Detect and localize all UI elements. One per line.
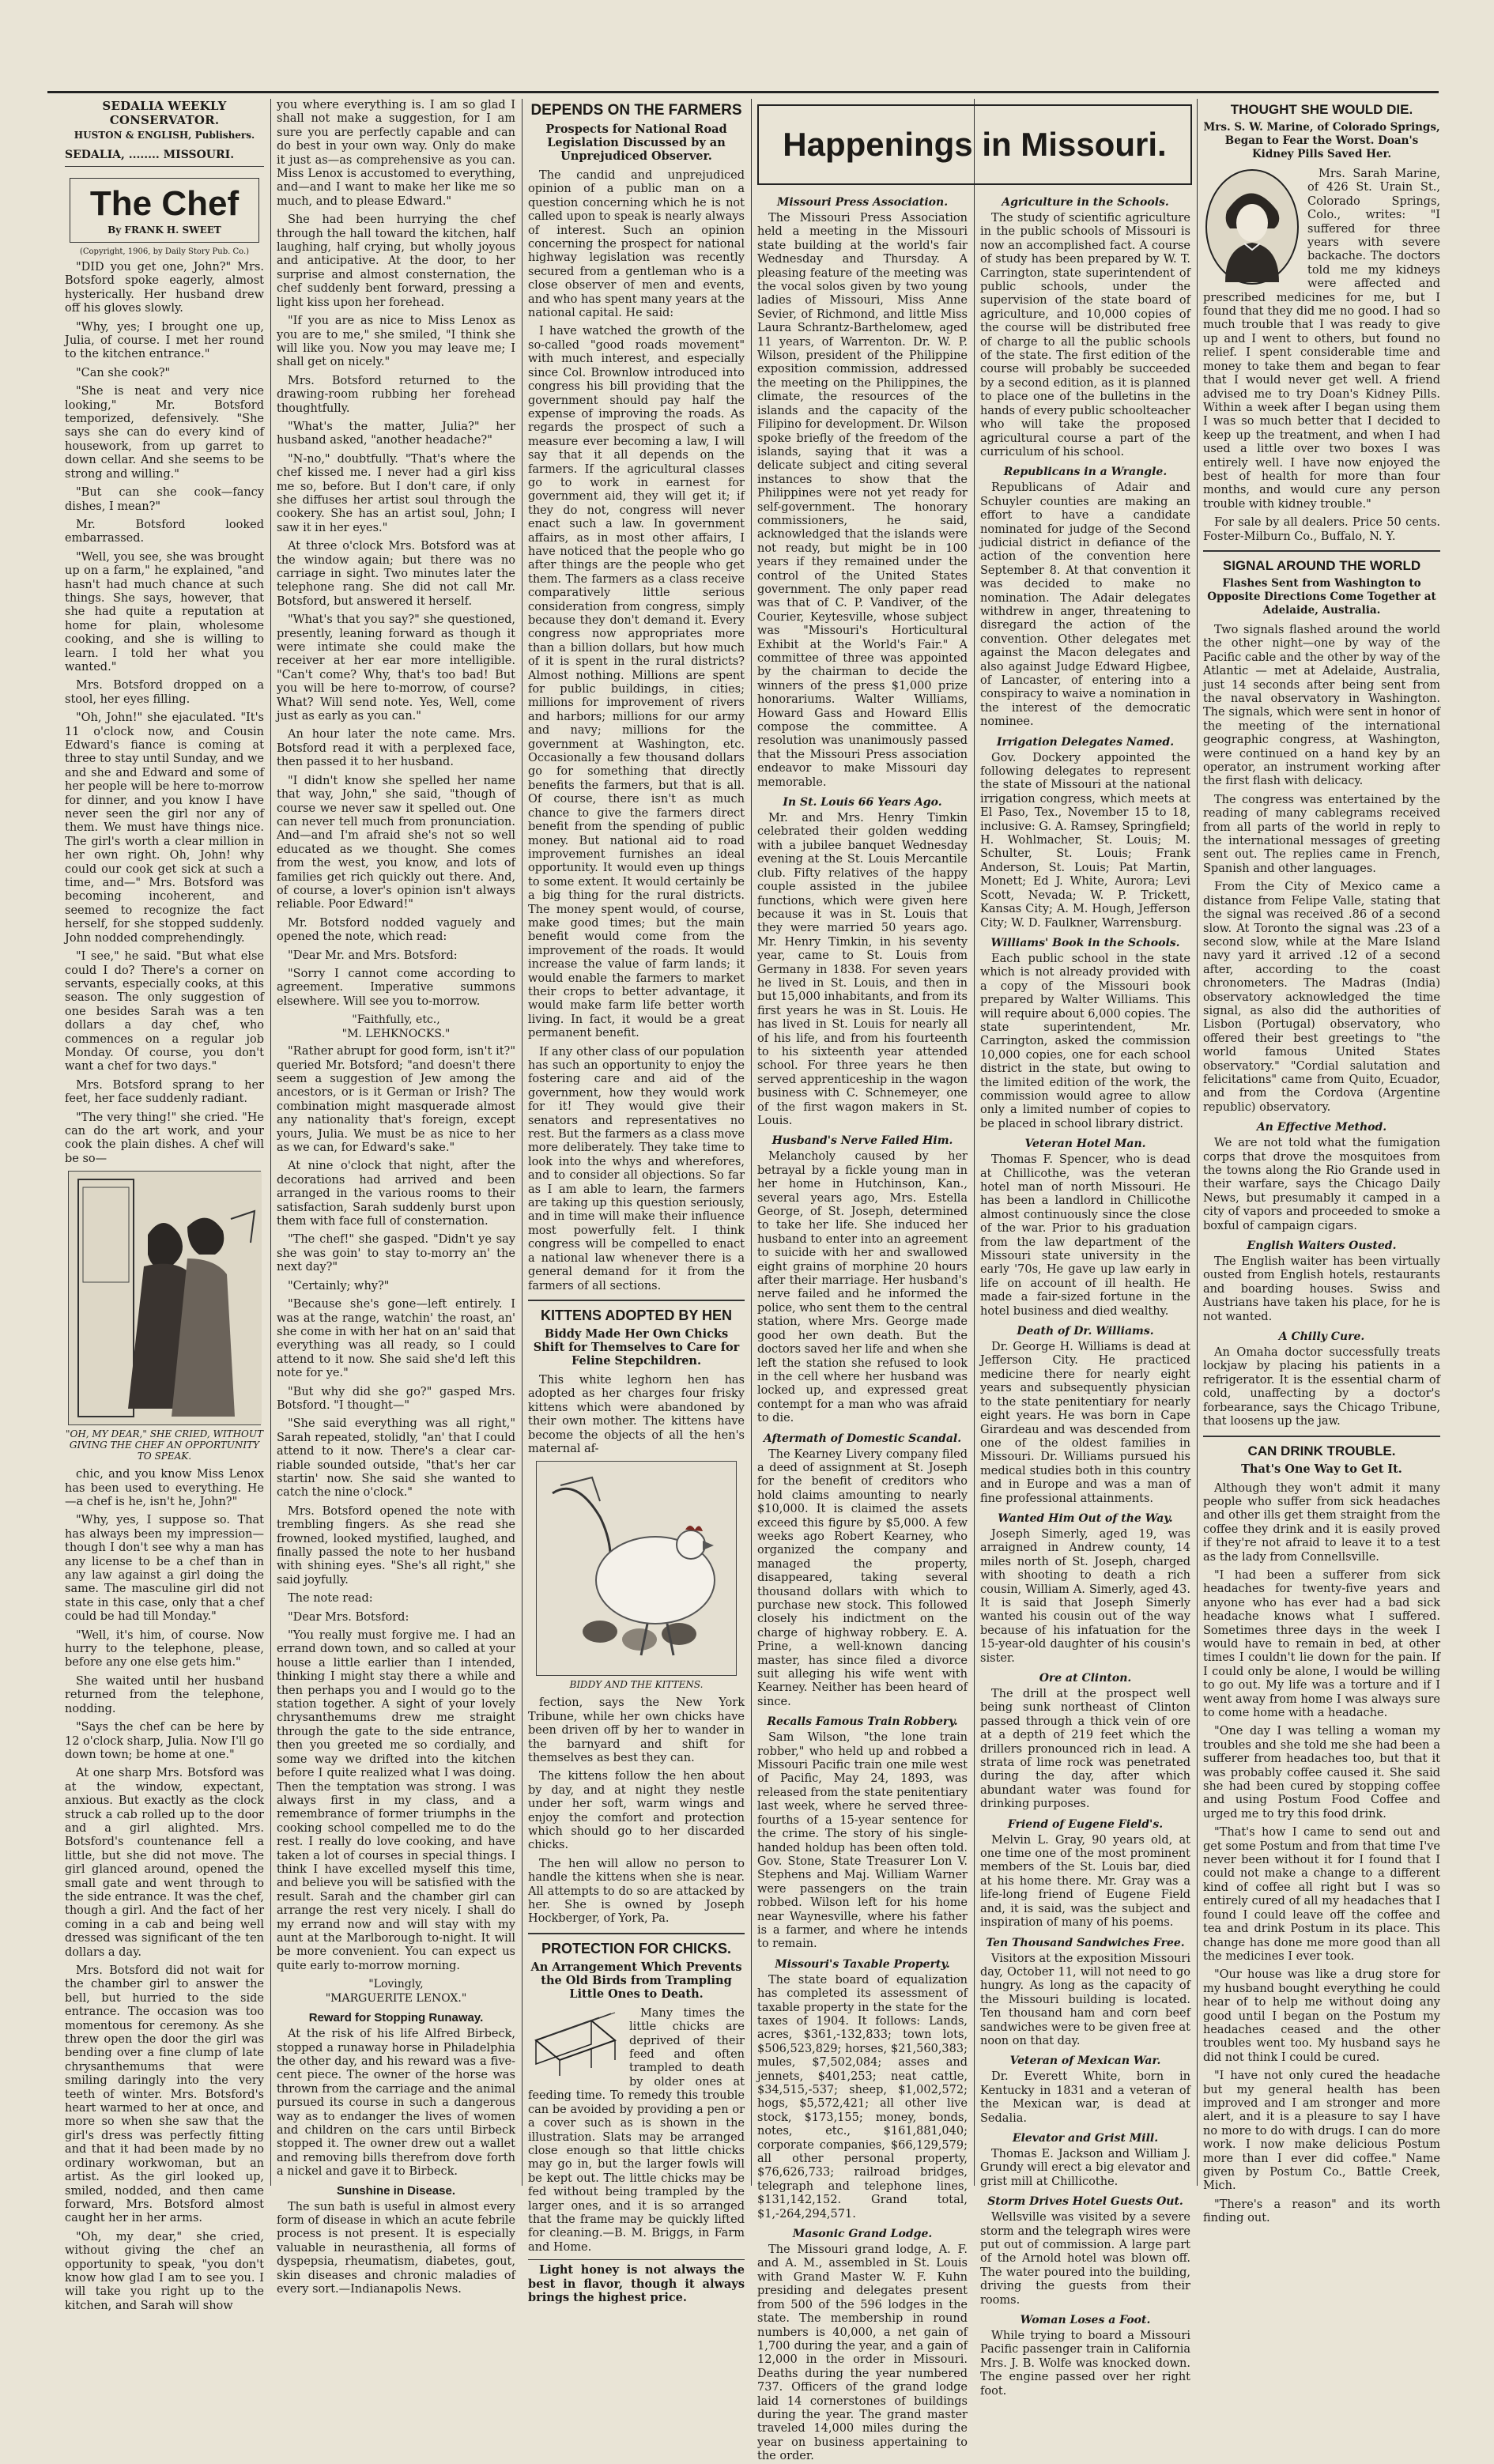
sunshine-heading: Sunshine in Disease. — [336, 2183, 456, 2198]
news-item-heading: Missouri's Taxable Property. — [775, 1957, 950, 1971]
chef-paragraph: She had been hurrying the chef through the hall toward the kitchen, half laughing, half crying, but wholly joyous and anticipative. At the door, to her surprise and almost consternation, the chef suddenly bent forward, pressing a light kiss upon her forehead. — [277, 213, 515, 309]
chef-paragraph: An hour later the note came. Mrs. Botsford read it with a perplexed face, then passed it to her husband. — [277, 728, 515, 769]
english-heading: English Waiters Ousted. — [1247, 1240, 1397, 1253]
chef-title-box — [70, 178, 259, 243]
top-border-rule — [47, 91, 1439, 93]
news-item-heading: Veteran of Mexican War. — [1009, 2055, 1161, 2068]
chef-paragraph: "But can she cook—fancy dishes, I mean?" — [65, 486, 264, 513]
note-signature: "MARGUERITE LENOX." — [325, 1992, 467, 2006]
chef-paragraph: "But why did she go?" gasped Mrs. Botsford. "I thought—" — [277, 1385, 515, 1412]
chef-paragraph: At one sharp Mrs. Botsford was at the window, expectant, anxious. But exactly as the clock struck a cab rolled up to the door and a girl alighted. Mrs. Botsford's countenance fell a little, but she did not move. The girl glanced around, opened the small gate and went through to the side entrance. It was the chef, though a girl. And the fact of her coming in a cab and being well dressed was significant of the ten dollars a day. — [65, 1767, 264, 1959]
news-item-text: The study of scientific agriculture in the public schools of Missouri is now an accomplished fact. A course of study has been prepared by W. T. Carrington, state superintendent of public schools, under the supervision of the state board of agriculture, and 10,000 copies of the course will be distributed free of charge to all the public schools of the state. The first edition of the course will probably be succeeded by a second edition, as it is planned to place one of the bulletins in the hands of every public schoolteacher who will take the proposed agricultural course a part of the curriculum of his school. — [980, 212, 1190, 458]
signal-paragraph: Two signals flashed around the world the other night—one by way of the Pacific cable and the other by way of the Atlantic — met at Adelaide, Australia, just 14 seconds after being sent from the naval observatory in Washington. The signals, which were sent in honor of the meeting of the international geographic congress, at Washington, were continued on a hand key by an operator, an instrument working after the first flash with delicacy. — [1203, 623, 1440, 788]
news-item-text: Melancholy caused by her betrayal by a fickle young man in her home in Hutchinson, Kan., several years ago, Mrs. Estella George, of St. Joseph, determined to take her life. She induced her husband to enter into an agreement to suicide with her and swallowed eight grains of morphine 20 hours after their marriage. Her husband's nerve failed and he informed the police, who sent them to the central station, where Mrs. George made good her own death. But the doctors saved her life and when she left the station she refused to look in the cell where her husband was locked up, and expressed great contempt for a man who was afraid to die. — [757, 1150, 968, 1425]
sunshine-text: The sun bath is useful in almost every form of disease in which an acute febrile process is not present. It is especially valuable in neurasthenia, all forms of dyspepsia, rheumatism, diabetes, gout, skin diseases and chronic maladies of every sort.—Indianapolis News. — [277, 2200, 515, 2296]
portrait-illustration — [1203, 168, 1301, 286]
chef-paragraph: "Oh, my dear," she cried, without giving the chef an opportunity to speak, "you don't know how glad I am to see you. I will take you right up to the kitchen, and Sarah will show — [65, 2230, 264, 2312]
news-item-text: Thomas F. Spencer, who is dead at Chillicothe, was the veteran hotel man of north Missouri. He has been a landlord in Chillicothe almost continuously since the close of the war. Prior to his graduation from the law department of the Missouri state university in the early '70s, He gave up law early in life on account of ill health. He made a fair-sized fortune in the hotel business and died wealthy. — [980, 1153, 1190, 1318]
happenings-title: Happenings in Missouri. — [783, 126, 1167, 163]
column-4 — [757, 190, 968, 2463]
chicks-subheading: An Arrangement Which Prevents the Old Birds from Trampling Little Ones to Death. — [530, 1960, 742, 2001]
chef-paragraph: "Because she's gone—left entirely. I was at the range, watchin' the roast, an' she come in with her hat on an' said that everything was all ready, so I could attend to it now. She said she'd left this note for ye." — [277, 1298, 515, 1380]
chef-paragraph: At nine o'clock that night, after the decorations had arrived and been arranged in the various rooms to their satisfaction, Sarah suddenly burst upon them with face full of consternation. — [277, 1160, 515, 1228]
news-item-heading: Agriculture in the Schools. — [1002, 196, 1169, 209]
drink-subheading: That's One Way to Get It. — [1241, 1462, 1402, 1476]
news-item-text: The Kearney Livery company filed a deed of assignment at St. Joseph for the benefit of creditors who hold claims amounting to nearly $10,000. It is claimed the assets exceed this figure by $5,000. A few weeks ago Robert Kearney, who organized the company and managed the property, disappeared, taking several thousand dollars with which to purchase new stock. This followed closely his indictment on the charge of highway robbery. E. A. Prine, a well-known dancing master, has since filed a divorce suit alleging his wife went with Kearney. Neither has been heard of since. — [757, 1447, 968, 1708]
news-item-heading: Masonic Grand Lodge. — [792, 2228, 933, 2241]
signal-paragraph: From the City of Mexico came a distance from Felipe Valle, stating that the signal was received .86 of a second slow. At Toronto the signal was .23 of a second slow, while at the Mare Island navy yard it arrived .12 of a second after, according to the coast chronometers. The Madras (India) observatory acknowledged the time signal, as also did the authorities of Lisbon (Portugal) observatory, who offered their best greetings to "the world famous United States observatory." "Cordial salutation and felicitations" came from Quito, Ecuador, and from the Cordova (Argentine republic) observatory. — [1203, 881, 1440, 1114]
drink-paragraph: "I had been a sufferer from sick headaches for twenty-five years and anyone who has ever had a bad sick headache knows what I suffered. Sometimes three days in the week I would have to remain in bed, at other times I couldn't lie down for the pain. If I could only be alone, I would be willing to go out. My life was a torture and if I went away from home I was always sure to come home with a headache. — [1203, 1568, 1440, 1719]
chef-paragraph: "Sorry I cannot come according to agreement. Imperative summons elsewhere. Will see you to-morrow. — [277, 967, 515, 1008]
news-item-heading: Irrigation Delegates Named. — [996, 735, 1175, 749]
chef-paragraph: Mrs. Botsford dropped on a stool, her eyes filling. — [65, 679, 264, 706]
chef-paragraph: "I see," he said. "But what else could I do? There's a corner on servants, especially cooks, at this season. The only suggestion of one besides Sarah was a ten dollars a day chef, who commences on a regular job Monday. Of course, you don't want a chef for two days." — [65, 950, 264, 1074]
chef-paragraph: Mr. Botsford nodded vaguely and opened the note, which read: — [277, 916, 515, 944]
chef-paragraph: "Dear Mr. and Mrs. Botsford: — [288, 949, 458, 962]
kittens-subheading: Biddy Made Her Own Chicks Shift for Themselves to Care for Feline Stepchildren. — [533, 1326, 740, 1368]
news-item-heading: Storm Drives Hotel Guests Out. — [987, 2195, 1183, 2209]
masthead — [65, 99, 264, 167]
thought-heading: THOUGHT SHE WOULD DIE. — [1230, 102, 1413, 117]
column-rule — [751, 99, 752, 2186]
news-item-heading: Death of Dr. Williams. — [1017, 1325, 1154, 1338]
chef-paragraph: "The very thing!" she cried. "He can do the art work, and your cook the plain dishes. A chef will be so— — [65, 1111, 264, 1165]
kittens-caption: BIDDY AND THE KITTENS. — [569, 1679, 704, 1691]
chef-paragraph: Mrs. Botsford opened the note with trembling fingers. As she read she frowned, looked mystified, laughed, and finally passed the note to her husband with shining eyes. "She's all right," she said joyfully. — [277, 1504, 515, 1587]
chef-paragraph: "The chef!" she gasped. "Didn't ye say she was goin' to stay to-morry an' the next day?" — [277, 1233, 515, 1274]
news-item-text: Joseph Simerly, aged 19, was arraigned in Andrew county, 14 miles north of St. Joseph, charged with shooting to death a rich cousin, William A. Simerly, aged 43. It is said that Joseph Simerly wanted his cousin out of the way because of his infatuation for the 15-year-old daughter of his cousin's sister. — [980, 1527, 1190, 1665]
masthead-place: SEDALIA, ........ MISSOURI. — [65, 149, 235, 161]
signal-subheading: Flashes Sent from Washington to Opposite Directions Come Together at Adelaide, Australia. — [1207, 576, 1436, 617]
chef-paragraph: "Well, it's him, of course. Now hurry to the telephone, please, before any one else gets him." — [65, 1628, 264, 1670]
effective-heading: An Effective Method. — [1256, 1121, 1387, 1134]
news-item-text: Dr. George H. Williams is dead at Jefferson City. He practiced medicine there for nearly eight years and subsequently physician to the state penitentiary for nearly eight years. He was born in Cape Girardeau and was descended from one of the oldest families in Missouri. Dr. Williams pursued his medical studies both in this country and in Europe and was a man of fine professional attainments. — [980, 1341, 1190, 1505]
chef-paragraph: "You really must forgive me. I had an errand down town, and so called at your house a little earlier than I intended, thinking I might stay there a while and then perhaps you and I would go to the station together. A sight of your lovely chrysanthemums drew me straight through the gate to the side entrance, then you greeted me so cordially, and some way we drifted into the kitchen before I quite realized what I was doing. Then the temptation was strong. I was always first in my class, and a remembrance of former triumphs in the cooking school compelled me to do the rest. I really do love cooking, and have taken a lot of courses in special things. I think I have excelled myself this time, and believe you will be satisfied with the result. Sarah and the chamber girl can arrange the rest very nicely. I shall do my errand now and will stay with my aunt at the Marlborough to-night. It will be more convenient. You can expect us quite early to-morrow morning. — [277, 1629, 515, 1972]
chicks-heading: PROTECTION FOR CHICKS. — [541, 1940, 731, 1956]
news-item-heading: Republicans in a Wrangle. — [1003, 466, 1168, 479]
chef-paragraph: "I didn't know she spelled her name that way, John," she said, "though of course we never saw it spelled out. One can never tell much from pronunciation. And—and I'm afraid she's not so well educated as we thought. She comes from the west, you know, and lots of families get rich quickly out there. And, of course, a lover's opinion isn't always reliable. Poor Edward!" — [277, 774, 515, 911]
chef-paragraph: Mr. Botsford looked embarrassed. — [65, 518, 264, 545]
chef-paragraph: Mrs. Botsford returned to the drawing-room rubbing her forehead thoughtfully. — [277, 374, 515, 415]
news-item-text: Thomas E. Jackson and William J. Grundy will erect a big elevator and grist mill at Chillicothe. — [980, 2147, 1190, 2188]
news-item-text: While trying to board a Missouri Pacific passenger train in California Mrs. J. B. Wolfe was knocked down. The engine passed over her right foot. — [980, 2330, 1190, 2398]
reward-text: At the risk of his life Alfred Birbeck, stopped a runaway horse in Philadelphia the other day, and his reward was a five-cent piece. The owner of the horse was thrown from the carriage and the animal pursued its course in such a dangerous way as to endanger the lives of women and children on the cars until Birbeck stopped it. The owner drew out a wallet and removing bills therefrom dove forth a nickel and gave it to Birbeck. — [277, 2028, 515, 2179]
column-3 — [528, 99, 745, 2304]
masthead-publishers: HUSTON & ENGLISH, Publishers. — [74, 130, 255, 141]
news-item-text: Gov. Dockery appointed the following delegates to represent the state of Missouri at the national irrigation congress, which meets at El Paso, Tex., November 15 to 18, inclusive: G. A. Ramsey, Springfield; H. Wohlmacher, St. Louis; M. Schulter, St. Louis; Frank Anderson, St. Louis; Pat Martin, Monett; Ed J. White, Aurora; Levi Scott, Nevada; W. P. Trickett, Kansas City; A. M. Hough, Jefferson City; W. D. Faulkner, Warrensburg. — [980, 751, 1191, 930]
chef-paragraph: chic, and you know Miss Lenox has been used to everything. He—a chef is he, isn't he, John?" — [65, 1468, 264, 1508]
chilly-text: An Omaha doctor successfully treats lockjaw by placing his patients in a refrigerator. It is the essential charm of cold, unaffecting by a doctor's forbearance, says the Chicago Tribune, that loosens up the jaw. — [1203, 1346, 1440, 1428]
news-item-text: The Missouri grand lodge, A. F. and A. M., assembled in St. Louis with Grand Master W. F. Kuhn presiding and delegates present from 500 of the 596 lodges in the state. The membership in round numbers is 40,000, a net gain of 1,700 during the year, and a gain of 12,000 in the order in Missouri. Deaths during the year numbered 737. Officers of the grand lodge laid 14 cornerstones of buildings during the year. The grand master traveled 14,000 miles during the year on business appertaining to the order. — [757, 2243, 968, 2463]
chef-paragraph: you where everything is. I am so glad I shall not make a suggestion, for I am sure you are perfectly capable and can do best in your own way. Only do make it just as—as comprehensive as you can. Miss Lenox is accustomed to everything, and—and I want to make her like me so much, and to please Edward." — [277, 99, 515, 208]
chef-paragraph: Mrs. Botsford did not wait for the chamber girl to answer the bell, but hurried to the side entrance. The occasion was too momentous for ceremony. As she threw open the door the girl was bending over a fine clump of late chrysanthemums that were smiling daringly into the very teeth of winter. Mrs. Botsford's heart warmed to her at once, and more so when she saw that the girl's dress was perfectly fitting and that it had been made by no ordinary workwoman, but an artist. As the girl looked up, smiled, nodded, and then came forward, Mrs. Botsford almost caught her in her arms. — [65, 1964, 264, 2225]
news-item-heading: Husband's Nerve Failed Him. — [772, 1134, 953, 1148]
chef-paragraph: At three o'clock Mrs. Botsford was at the window again; but there was no carriage in sight. Two minutes later the telephone rang. She did not call Mr. Botsford, but answered it herself. — [277, 540, 515, 608]
kittens-paragraph: fection, says the New York Tribune, while her own chicks have been driven off by her to wander in the barnyard and shift for themselves as best they can. — [528, 1696, 745, 1764]
column-2 — [277, 99, 515, 2296]
chef-illustration-caption: "OH, MY DEAR," SHE CRIED, WITHOUT GIVING THE CHEF AN OPPORTUNITY TO SPEAK. — [65, 1428, 263, 1462]
section-rule — [528, 1300, 745, 1301]
chilly-heading: A Chilly Cure. — [1278, 1330, 1365, 1344]
news-item-heading: Ten Thousand Sandwiches Free. — [986, 1936, 1185, 1949]
column-rule — [522, 99, 523, 2186]
chef-paragraph: "What's that you say?" she questioned, presently, leaning forward as though it were intimate she could make the receiver at her ear more intelligible. "Can't come? Why, that's too bad! But you will be here to-morrow, of course? What? Will send note. Yes, Well, come just as early as you can." — [277, 613, 515, 723]
kittens-paragraph: The kittens follow the hen about by day, and at night they nestle under her soft, warm wings and enjoy the comfort and protection which should go to her discarded chicks. — [528, 1770, 745, 1852]
happenings-banner — [757, 104, 1192, 185]
chef-paragraph: "Rather abrupt for good form, isn't it?" queried Mr. Botsford; "and doesn't there seem a suggestion of Jew among the ancestors, or is it German or Irish? The combination might masquerade almost any nationality that's foreign, except yours, Julia. We must be as nice to her as we can, for Edward's sake." — [277, 1045, 515, 1155]
news-item-text: Visitors at the exposition Missouri day, October 11, will not need to go hungry. As long as the capacity of the Missouri building is located. Ten thousand ham and corn beef sandwiches were to be given free at noon on that day. — [980, 1952, 1190, 2047]
news-item-text: Wellsville was visited by a severe storm and the telegraph wires were put out of commission. A large part of the Arnold hotel was blown off. The water poured into the building, driving the guests from their rooms. — [980, 2211, 1190, 2307]
drink-paragraph: "I have not only cured the headache but my general health has been improved and I am stronger and more alert, and it is a pleasure to say I have no more to do with drugs. I can do more work. I now make delicious Postum more than I ever did coffee." Name given by Postum Co., Battle Creek, Mich. — [1203, 2070, 1440, 2193]
chef-paragraph: She waited until her husband returned from the telephone, nodding. — [65, 1674, 264, 1715]
section-rule — [528, 1933, 745, 1934]
chef-copyright: (Copyright, 1906, by Daily Story Pub. Co.) — [79, 247, 250, 256]
english-text: The English waiter has been virtually ousted from English hotels, restaurants and boarding houses. Swiss and Austrians have taken his place, for he is not wanted. — [1203, 1255, 1440, 1323]
news-item-text: Sam Wilson, "the lone train robber," who held up and robbed a Missouri Pacific train one mile west of Pacific, May 24, 1893, was released from the state penitentiary last week, where he served three-fourths of a 15-year sentence for the crime. The story of his single-handed holdup has been often told. Gov. Stone, State Treasurer Lon V. Stephens and Maj. William Warner were passengers on the train robbed. Wilson left for his home near Waynesville, where his father is a farmer, and where he intends to remain. — [757, 1731, 968, 1951]
chef-paragraph: "Can she cook?" — [76, 366, 171, 379]
note-signature: "Faithfully, etc., — [352, 1013, 440, 1027]
news-item-text: Melvin L. Gray, 90 years old, at one time one of the most prominent members of the St. Louis bar, died at his home there. Mr. Gray was a life-long friend of Eugene Field and, it is said, was the subject and inspiration of many of his poems. — [980, 1833, 1190, 1930]
drink-paragraph: "One day I was telling a woman my troubles and she told me she had been a sufferer from headaches too, but that it was probably coffee caused it. She said she had been cured by stopping coffee and using Postum Food Coffee and urged me to try this food drink. — [1203, 1725, 1440, 1821]
drink-paragraph: Although they won't admit it many people who suffer from sick headaches and other ills get them straight from the coffee they drink and it is easily proved if they're not afraid to leave it to a test as the lady from Connellsville. — [1203, 1481, 1440, 1564]
farmers-paragraph: I have watched the growth of the so-called "good roads movement" with much interest, and especially since Col. Brownlow introduced into congress his bill providing that the government should pay half the expense of improving the roads. As regards the prospect of such a measure ever becoming a law, I will say that it all depends on the farmers. If the agricultural classes go to work in earnest for government aid, they will get it; if they do not, congress will never enact such a law. In government affairs, as in most other affairs, I have noticed that the people who go after things are the people who get them. The farmers as a class receive comparatively little serious consideration from congress, simply because they don't demand it. Every congress now appropriates more than a billion dollars, but how much of it is spent in the rural districts? Almost nothing. Millions are spent for public buildings, in cities; millions for improvement of rivers and harbors; millions for our army and navy; millions for the government at Washington, etc. Occasionally a few thousand dollars go for something that directly benefits the farmers, but that is all. Of course, there isn't as much chance to give the farmers direct benefit from the spending of public money. But national aid to road improvement furnishes an ideal opportunity. It would even up things to some extent. It would certainly be a big thing for the rural districts. The money spent would, of course, make good times; but the main benefit would come from the improvement of the roads. It would increase the value of farm lands; it would enable the farmers to market their crops to better advantage, it would make farm life better worth living. In fact, it would be a great permanent benefit. — [528, 325, 745, 1040]
thought-subheading: Mrs. S. W. Marine, of Colorado Springs, Began to Fear the Worst. Doan's Kidney Pills Saved Her. — [1203, 121, 1440, 160]
column-rule — [270, 99, 271, 2186]
news-item-heading: Elevator and Grist Mill. — [1012, 2131, 1159, 2145]
news-item-text: The state board of equalization has completed its assessment of taxable property in the state for the taxes of 1904. It follows: Lands, acres, $361,-132,833; town lots, $506,523,829; horses, $21,560,383; mules, $7,502,084; asses and jennets, $401,253; neat cattle, $34,515,-537; sheep, $1,002,572; hogs, $5,572,421; all other live stock, $173,155; money, bonds, notes, etc., $161,881,040; corporate companies, $66,129,579; all other personal property, $76,626,733; railroad bridges, telegraph and telephone lines, $131,142,152. Grand total, $1,-264,294,571. — [757, 1973, 968, 2221]
chef-paragraph: "Why, yes, I suppose so. That has always been my impression—though I don't see why a man has any license to be a chef than in any law against a girl doing the same. The masculine girl did not state in this case, only that a chef could be had till Monday." — [65, 1514, 264, 1624]
chef-paragraph: "DID you get one, John?" Mrs. Botsford spoke eagerly, almost hysterically. Her husband drew off his gloves slowly. — [65, 261, 264, 315]
chef-paragraph: "She is neat and very nice looking," Mr. Botsford temporized, defensively. "She says she can do every kind of housework, from up garret to down cellar. And she seems to be strong and willing." — [65, 385, 264, 481]
news-item-heading: Aftermath of Domestic Scandal. — [763, 1432, 962, 1445]
kittens-paragraph: The hen will allow no person to handle the kittens when she is near. All attempts to do so are attacked by her. She is owned by Joseph Hockberger, of York, Pa. — [528, 1857, 745, 1926]
column-rule — [1197, 99, 1198, 2186]
chicks-paragraph: Many times the little chicks are deprived of their feed and often trampled to death by older ones at feeding time. To remedy this trouble can be avoided by providing a pen or a cover such as is shown in the illustration. Slats may be arranged close enough so that little chicks may go in, but the larger fowls will be kept out. The little chicks may be fed without being trampled by the larger ones, and it is so arranged that the frame may be quickly lifted for cleaning.—B. M. Briggs, in Farm and Home. — [528, 2006, 745, 2254]
chef-paragraph: "What's the matter, Julia?" her husband asked, "another headache?" — [277, 420, 515, 447]
chef-title: The Chef — [89, 184, 240, 223]
chef-paragraph: "Why, yes; I brought one up, Julia, of course. I met her round to the kitchen entrance." — [65, 320, 264, 361]
drink-heading: CAN DRINK TROUBLE. — [1247, 1443, 1396, 1458]
chef-paragraph: The note read: — [288, 1592, 373, 1606]
chicks-illustration — [528, 2009, 623, 2084]
chef-byline: By FRANK H. SWEET — [108, 225, 221, 236]
news-item-heading: Williams' Book in the Schools. — [990, 936, 1180, 949]
kittens-paragraph: This white leghorn hen has adopted as her charges four frisky kittens which were abandoned by their own mother. The kittens have become the objects of all the hen's maternal af- — [528, 1373, 745, 1455]
reward-heading: Reward for Stopping Runaway. — [308, 2011, 484, 2025]
farmers-subheading: Prospects for National Road Legislation Discussed by an Unprejudiced Observer. — [545, 123, 727, 163]
chef-illustration — [68, 1171, 261, 1425]
news-item-text: Mr. and Mrs. Henry Timkin celebrated their golden wedding with a jubilee banquet Wednesday evening at the St. Louis Mercantile club. Fifty relatives of the happy couple assisted in the jubilee functions, which were given here because it was in St. Louis that they were married 50 years ago. Mr. Henry Timkin, in his seventy year, came to St. Louis from Germany in 1838. For seven years he lived in St. Louis, and then in but 15,000 inhabitants, and from its first years he was in St. Louis. He has lived in St. Louis for nearly all of his life, and from his fourteenth to his sixteenth year attended school. For three years he then served apprenticeship in the wagon business with C. Schnemeyer, one of the first wagon makers in St. Louis. — [757, 812, 968, 1127]
thought-paragraph: Mrs. Sarah Marine, of 426 St. Urain St., Colorado Springs, Colo., writes: "I suffered for three years with severe backache. The doctors told me my kidneys were affected and prescribed medicines for me, but I found that they did me no good. I had so much trouble that I was ready to give up and I went to others, but found no relief. I spent considerable time and money to take them and began to fear that I would never get well. A friend advised me to try Doan's Kidney Pills. Within a week after I began using them I was so much better that I decided to keep up the treatment, and when I had used a little over two boxes I was entirely well. I have now enjoyed the best of health for more than four months, and would cure any person trouble with kidney trouble." — [1203, 168, 1440, 511]
farmers-heading: DEPENDS ON THE FARMERS — [530, 102, 742, 119]
effective-text: We are not told what the fumigation corps that drove the mosquitoes from the towns along the Rio Grande used in their warfare, says the Chicago Daily News, but presumably it camped in a city of vapors and proceeded to smoke a boxful of campaign cigars. — [1203, 1137, 1440, 1232]
news-item-heading: Veteran Hotel Man. — [1024, 1138, 1146, 1151]
news-item-heading: In St. Louis 66 Years Ago. — [783, 796, 942, 809]
news-item-text: Each public school in the state which is not already provided with a copy of the Missouri book prepared by Walter Williams. This will require about 6,000 copies. The state superintendent, Mr. Carrington, asked the commission 10,000 copies, one for each school district in the state, but owing to the limited edition of the work, the commission would agree to allow only a limited number of copies to be placed in school library district. — [980, 952, 1190, 1130]
drink-paragraph: "That's how I came to send out and get some Postum and from that time I've never been without it for I found that I could not make a change to a different kind of coffee all right but I was so entirely cured of all my headaches that I found I could leave off the coffee and tea and drink Postum in its place. This change has done me more good than all the medicines I ever took. — [1203, 1826, 1440, 1963]
note-signature: "M. LEHKNOCKS." — [341, 1028, 451, 1041]
chef-paragraph: "Oh, John!" she ejaculated. "It's 11 o'clock now, and Cousin Edward's fiance is coming at three to stay until Sunday, and we and she and Edward and some of her people will be here to-morrow for dinner, and you know I have never seen the girl nor any of them. We must have things nice. The girl's worth a clear million in her own right. Oh, John! why could our cook get sick at such a time, and—" Mrs. Botsford was becoming incoherent, and seemed to recognize the fact herself, for she stopped suddenly. John nodded comprehendingly. — [65, 711, 264, 945]
farmers-paragraph: The candid and unprejudiced opinion of a public man on a question concerning which he is not called upon to speak is nearly always of interest. Such an opinion concerning the prospect for national highway legislation was recently secured from a gentleman who is a close observer of men and events, and who has spent many years at the national capital. He said: — [528, 169, 745, 320]
news-item-text: The Missouri Press Association held a meeting in the Missouri state building at the world's fair Wednesday and Thursday. A pleasing feature of the meeting was the vocal solos given by two young ladies of Missouri, Miss Anne Sevier, of Richmond, and little Miss Laura Schrantz-Barthelomew, aged 11 years, of Warrenton. Dr. W. P. Wilson, president of the Philippine exposition commission, addressed the meeting on the Philippines, the climate, the resources of the islands and the capacity of the Filipino for development. Dr. Wilson spoke briefly of the freedom of the islands, saying that it was a delicate subject and citing several instances to show that the Philippines were not yet ready for self-government. The honorary commissioners, he said, acknowledged that the islands were not ready, but might be in 100 years if they remained under the control of the United States government. The only paper read was that of C. P. Vandiver, of the Courier, Keytesville, whose subject was "Missouri's Horticultural Exhibit at the World's Fair." A committee of three was appointed by the chairman to decide the winners of the press $1,000 prize honorariums. Walter Williams, Howard Gass and Howard Ellis compose the committee. A resolution was unanimously passed that the Missouri Press association endeavor to make Missouri day memorable. — [757, 212, 968, 789]
news-item-heading: Ore at Clinton. — [1039, 1672, 1132, 1685]
chef-paragraph: "Certainly; why?" — [288, 1279, 390, 1292]
section-rule — [1203, 550, 1440, 552]
farmers-paragraph: If any other class of our population has such an opportunity to enjoy the fostering care and aid of the government, how they would work for it! They would give their senators and representatives no rest. But the farmers as a class move more deliberately. They take time to look into the whys and wherefores, and to consider all objections. So far as I am able to learn, the farmers are taking up this question seriously, and in time will make their influence most powerfully felt. I think congress will be compelled to enact a national law whenever there is a general demand for it from the farmers of all sections. — [528, 1045, 745, 1292]
chef-paragraph: "If you are as nice to Miss Lenox as you are to me," she smiled, "I think she will like you. Now you may leave me; I shall get on nicely." — [277, 315, 515, 369]
signal-heading: SIGNAL AROUND THE WORLD — [1222, 557, 1421, 573]
news-item-heading: Missouri Press Association. — [776, 196, 949, 209]
news-item-text: Republicans of Adair and Schuyler counties are making an effort to have a candidate nominated for judge of the Second judicial district in defiance of the action of the convention here September 8. At that convention it was decided to make no nomination. The Adair delegates withdrew in anger, threatening to disregard the action of the convention. Other delegates met against the Macon delegates and also against Judge Edward Higbee, of Lancaster, of entering into a conspiracy to waive a nomination in the interest of the democratic nominee. — [980, 481, 1190, 729]
column-rule — [974, 99, 975, 2186]
news-item-heading: Wanted Him Out of the Way. — [998, 1511, 1173, 1525]
news-item-heading: Woman Loses a Foot. — [1020, 2314, 1151, 2327]
news-item-text: Dr. Everett White, born in Kentucky in 1831 and a veteran of the Mexican war, is dead at Sedalia. — [980, 2070, 1190, 2125]
column-1 — [65, 99, 264, 2312]
kittens-illustration — [536, 1461, 737, 1676]
masthead-paper: SEDALIA WEEKLY CONSERVATOR. — [102, 99, 227, 127]
section-rule — [1203, 1436, 1440, 1437]
column-5 — [980, 190, 1191, 2398]
chef-paragraph: "She said everything was all right," Sarah repeated, stolidly, "an' that I could attend to it now. There's a clear car-riable sounded outside, "that's her car startin' now. She said she wanted to catch the nine o'clock." — [277, 1417, 515, 1500]
chef-paragraph: Mrs. Botsford sprang to her feet, her face suddenly radiant. — [65, 1078, 264, 1106]
kittens-heading: KITTENS ADOPTED BY HEN — [540, 1307, 733, 1323]
note-signature: "Lovingly, — [368, 1978, 424, 1991]
news-item-heading: Recalls Famous Train Robbery. — [767, 1715, 958, 1729]
drink-paragraph: "Our house was like a drug store for my husband bought everything he could hear of to help me without doing any good until I began on the Postum my headaches ceased and the other troubles went too. My husband says he did not think I could be cured. — [1203, 1968, 1440, 2064]
news-item-text: The drill at the prospect well being sunk northeast of Clinton passed through a thick vein of ore at a depth of 219 feet which the drillers pronounced rich in lead. A strata of lime rock was penetrated during the day, after which abundant water was found for drinking purposes. — [980, 1688, 1190, 1811]
thought-paragraph: For sale by all dealers. Price 50 cents. Foster-Milburn Co., Buffalo, N. Y. — [1203, 516, 1440, 543]
chef-paragraph: "Well, you see, she was brought up on a farm," he explained, "and hasn't had much chance at such things. She says, however, that she had quite a reputation at home for plain, wholesome cooking, and she is willing to learn. I told her what you wanted." — [65, 550, 264, 674]
chef-paragraph: "Dear Mrs. Botsford: — [288, 1610, 409, 1624]
chef-paragraph: "Says the chef can be here by 12 o'clock sharp, Julia. Now I'll go down town; be home at one." — [65, 1721, 264, 1761]
drink-paragraph: "There's a reason" and its worth finding out. — [1203, 2198, 1440, 2225]
signal-paragraph: The congress was entertained by the reading of many cablegrams received from all parts of the world in reply to the international messages of greeting sent out. The replies came in French, Spanish and other languages. — [1203, 793, 1440, 875]
chef-paragraph: "N-no," doubtfully. "That's where the chef kissed me. I never had a girl kiss me so, before. But I don't care, if only she diffuses her artist soul through the cookery. She has an artist soul, John; I saw it in her eyes." — [277, 452, 515, 534]
chicks-paragraph: Light honey is not always the best in flavor, though it always brings the highest price. — [528, 2259, 745, 2304]
news-item-heading: Friend of Eugene Field's. — [1007, 1817, 1164, 1831]
column-6 — [1203, 99, 1440, 2225]
